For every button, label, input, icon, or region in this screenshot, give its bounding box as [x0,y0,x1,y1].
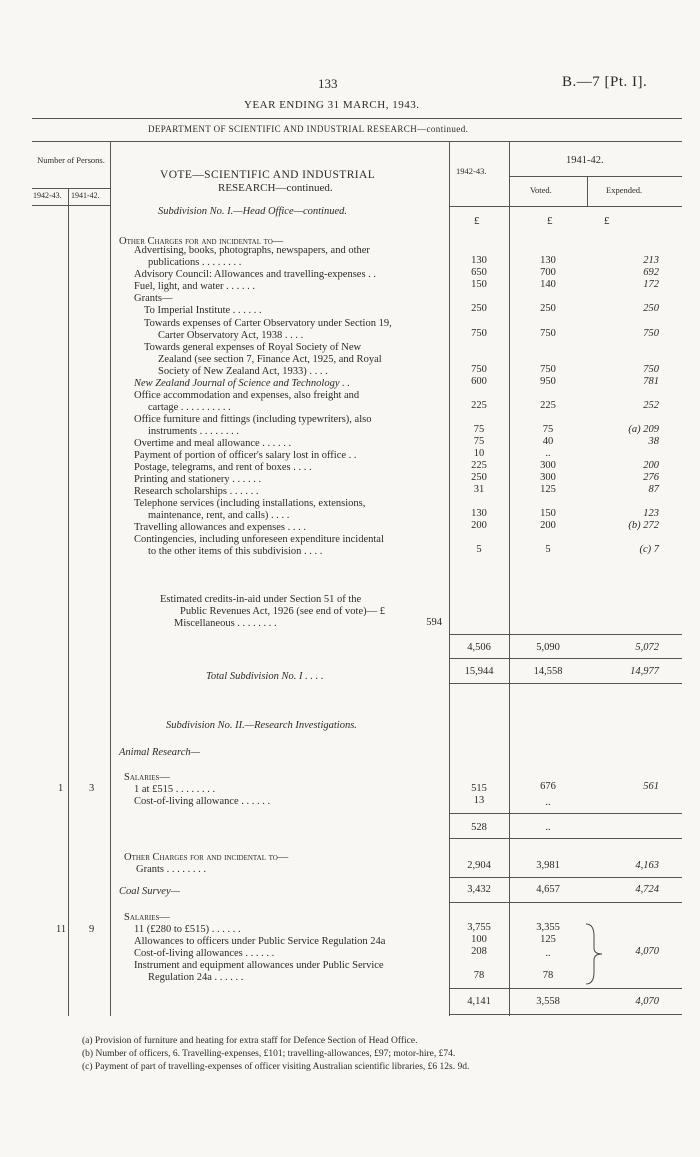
grants-estimate: 2,904 [467,860,491,871]
coal-instrument-estimate: 78 [473,970,485,981]
expense-item-label: Office accommodation and expenses, also freight and [134,390,360,401]
animal-total-rule-top [449,877,682,878]
animal-salary-expended: 561 [643,781,659,792]
expense-expended: (b) 272 [628,520,659,531]
expense-expended: 172 [643,279,659,290]
animal-sub-voted: .. [545,822,551,833]
coal-persons-1941: 9 [89,924,95,935]
persons-heading: Number of Persons. [37,155,105,165]
expense-expended: 87 [648,484,659,495]
expense-voted: 140 [540,279,556,290]
total-expended: 14,977 [630,666,659,677]
expense-voted: 40 [542,436,554,447]
subtotal-rule [449,634,682,635]
expense-item-label: Fuel, light, and water . . . . . . [134,281,256,292]
subtotal-voted: 5,090 [536,642,560,653]
expense-item-label: Towards general expenses of Royal Society of New [144,342,362,353]
expended-heading: Expended. [606,185,643,195]
voted-heading: Voted. [530,185,552,195]
persons-head-rule [32,188,110,189]
expense-expended: 276 [643,472,659,483]
expense-item-label: cartage . . . . . . . . . . [148,402,231,413]
expense-item-label: Towards expenses of Carter Observatory under Section 19, [144,318,392,329]
footnote-c: (c) Payment of part of travelling-expenses of officer visiting Australian scientific libraries, £6 12s. 9d. [82,1062,470,1072]
expense-voted: 250 [540,303,556,314]
expense-estimate: 200 [471,520,487,531]
expense-estimate: 5 [476,544,482,555]
expense-expended: 250 [643,303,659,314]
expense-item-label: Carter Observatory Act, 1938 . . . . [158,330,304,341]
animal-sub-estimate: 528 [471,822,487,833]
animal-salaries-heading: Salaries— [124,772,170,783]
expense-estimate: 250 [471,303,487,314]
expense-estimate: 10 [473,448,485,459]
expense-voted: 750 [540,364,556,375]
expense-expended: (c) 7 [639,544,659,555]
animal-total-expended: 4,724 [635,884,659,895]
coal-allowances-estimate: 100 [471,934,487,945]
persons-col-rule [110,141,111,1016]
grants-label: Grants . . . . . . . . [136,864,206,875]
expense-expended: 692 [643,267,659,278]
vote-title-line1: VOTE—SCIENTIFIC AND INDUSTRIAL [160,169,376,181]
expense-estimate: 600 [471,376,487,387]
prev-year-heading: 1941-42. [566,155,604,166]
expense-voted: 150 [540,508,556,519]
expense-item-label: Zealand (see section 7, Finance Act, 1925, and Royal [158,354,382,365]
expense-voted: 950 [540,376,556,387]
expense-item-label: Advertising, books, photographs, newspapers, and other [134,245,370,256]
expense-item-label: Contingencies, including unforeseen expenditure incidental [134,534,384,545]
coal-allowances-voted: 125 [540,934,556,945]
expense-estimate: 250 [471,472,487,483]
prev-year-rule [509,176,682,177]
animal-col-voted: .. [545,797,551,808]
animal-col-label: Cost-of-living allowance . . . . . . [134,796,271,807]
amount-head-rule [449,206,682,207]
expense-item-label: Grants— [134,293,173,304]
animal-sub-rule-bottom [449,838,682,839]
subtotal-estimate: 4,506 [467,642,491,653]
expense-voted: 300 [540,460,556,471]
coal-salary-label: 11 (£280 to £515) . . . . . . [134,924,241,935]
coal-col-voted: .. [545,948,551,959]
expense-item-label: Research scholarships . . . . . . [134,486,259,497]
expense-item-label: Travelling allowances and expenses . . . . [134,522,306,533]
coal-survey-heading: Coal Survey— [119,886,180,897]
credits-line1: Estimated credits-in-aid under Section 51 of the [160,594,362,605]
total-voted: 14,558 [533,666,563,677]
expense-expended: 123 [643,508,659,519]
total-estimate: 15,944 [464,666,494,677]
expense-estimate: 75 [473,436,485,447]
expense-estimate: 31 [473,484,485,495]
subdivision-2-heading: Subdivision No. II.—Research Investigations. [166,720,357,731]
expense-voted: 125 [540,484,556,495]
expense-voted: 5 [545,544,551,555]
grants-expended: 4,163 [635,860,659,871]
coal-total-rule-bottom [449,1014,682,1015]
expense-item-label: Office furniture and fittings (including typewriters), also [134,414,372,425]
expense-voted: 700 [540,267,556,278]
expense-expended: 200 [643,460,659,471]
animal-total-rule-bottom [449,902,682,903]
subtotal-expended: 5,072 [635,642,659,653]
expense-item-label: Postage, telegrams, and rent of boxes . . . . [134,462,312,473]
coal-instrument-label-2: Regulation 24a . . . . . . [148,972,244,983]
footnote-a: (a) Provision of furniture and heating for extra staff for Defence Section of Head Office. [82,1036,418,1046]
coal-persons-1942: 11 [56,924,67,935]
expense-voted: .. [545,448,551,459]
coal-instrument-label-1: Instrument and equipment allowances under Public Service [134,960,384,971]
expense-item-label: Society of New Zealand Act, 1933) . . . . [158,366,328,377]
coal-col-estimate: 208 [471,946,487,957]
expended-col-rule [587,176,588,206]
credits-amount: 594 [426,617,442,628]
expense-expended: (a) 209 [628,424,659,435]
animal-sub-rule-top [449,813,682,814]
expense-estimate: 130 [471,508,487,519]
expense-voted: 300 [540,472,556,483]
subdivision-1-heading: Subdivision No. I.—Head Office—continued. [158,206,347,217]
expense-item-label: Telephone services (including installations, extensions, [134,498,366,509]
expense-item-label: publications . . . . . . . . [148,257,242,268]
animal-persons-1941: 3 [89,783,95,794]
coal-total-voted: 3,558 [536,996,560,1007]
expense-estimate: 225 [471,400,487,411]
persons-year-1: 1942-43. [33,191,62,200]
persons-subhead-rule [32,205,110,206]
expense-estimate: 650 [471,267,487,278]
expense-voted: 75 [542,424,554,435]
expense-expended: 252 [643,400,659,411]
pound-sign-voted: £ [547,215,553,227]
animal-other-charges: Other Charges for and incidental to— [124,852,289,863]
animal-salary-voted: 676 [540,781,556,792]
credits-line2: Public Revenues Act, 1926 (see end of vote)— £ [180,606,385,617]
vote-title-line2: RESEARCH—continued. [218,182,333,194]
expense-estimate: 225 [471,460,487,471]
animal-total-voted: 4,657 [536,884,560,895]
year-heading: YEAR ENDING 31 MARCH, 1943. [244,99,420,111]
expense-voted: 200 [540,520,556,531]
coal-salary-estimate: 3,755 [467,922,491,933]
head-rule [32,141,682,142]
animal-salary-estimate: 515 [471,783,487,794]
coal-total-expended: 4,070 [635,996,659,1007]
pound-sign-expended: £ [604,215,610,227]
persons-split-rule [68,188,69,1016]
expense-expended: 781 [643,376,659,387]
animal-salary-label: 1 at £515 . . . . . . . . [134,784,216,795]
coal-total-rule-top [449,988,682,989]
total-rule-bottom [449,683,682,684]
animal-col-estimate: 13 [473,795,485,806]
expense-item-label: To Imperial Institute . . . . . . [144,305,262,316]
expense-estimate: 130 [471,255,487,266]
page-number: 133 [318,76,338,91]
coal-bracketed-expended: 4,070 [635,946,659,957]
total-subdivision-1-label: Total Subdivision No. I . . . . [206,671,324,682]
expense-item-label: to the other items of this subdivision . . . . [148,546,323,557]
animal-total-estimate: 3,432 [467,884,491,895]
expense-estimate: 150 [471,279,487,290]
coal-salaries-heading: Salaries— [124,912,170,923]
pound-sign-estimate: £ [474,215,480,227]
animal-persons-1942: 1 [58,783,64,794]
grants-voted: 3,981 [536,860,560,871]
expense-voted: 130 [540,255,556,266]
expense-item-label: Payment of portion of officer's salary lost in office . . [134,450,357,461]
expense-expended: 213 [643,255,659,266]
top-rule [32,118,682,119]
expense-item-label: Overtime and meal allowance . . . . . . [134,438,292,449]
expense-estimate: 750 [471,328,487,339]
coal-allowances-label: Allowances to officers under Public Service Regulation 24a [134,936,386,947]
expense-item-label: instruments . . . . . . . . [148,426,239,437]
expense-estimate: 750 [471,364,487,375]
document-reference: B.—7 [Pt. I]. [562,74,648,90]
credits-line3: Miscellaneous . . . . . . . . [174,618,277,629]
expense-estimate: 75 [473,424,485,435]
estimate-year-heading: 1942-43. [456,166,487,176]
animal-research-heading: Animal Research— [119,747,200,758]
coal-instrument-voted: 78 [542,970,554,981]
coal-salary-voted: 3,355 [536,922,560,933]
department-heading: DEPARTMENT OF SCIENTIFIC AND INDUSTRIAL RESEARCH—continued. [148,124,469,134]
other-charges-heading: Other Charges for and incidental to— [119,236,284,247]
persons-year-2: 1941-42. [71,191,100,200]
coal-col-label: Cost-of-living allowances . . . . . . [134,948,275,959]
expense-expended: 750 [643,328,659,339]
expense-item-label: maintenance, rent, and calls) . . . . [148,510,290,521]
expense-item-label: New Zealand Journal of Science and Technology . . [134,378,350,389]
expense-voted: 225 [540,400,556,411]
coal-total-estimate: 4,141 [467,996,491,1007]
expense-voted: 750 [540,328,556,339]
expense-item-label: Advisory Council: Allowances and travelling-expenses . . [134,269,377,280]
expense-expended: 750 [643,364,659,375]
footnote-b: (b) Number of officers, 6. Travelling-expenses, £101; travelling-allowances, £97; motor-hire, £74. [82,1049,456,1059]
total-rule-top [449,658,682,659]
expense-item-label: Printing and stationery . . . . . . [134,474,262,485]
expense-expended: 38 [648,436,659,447]
